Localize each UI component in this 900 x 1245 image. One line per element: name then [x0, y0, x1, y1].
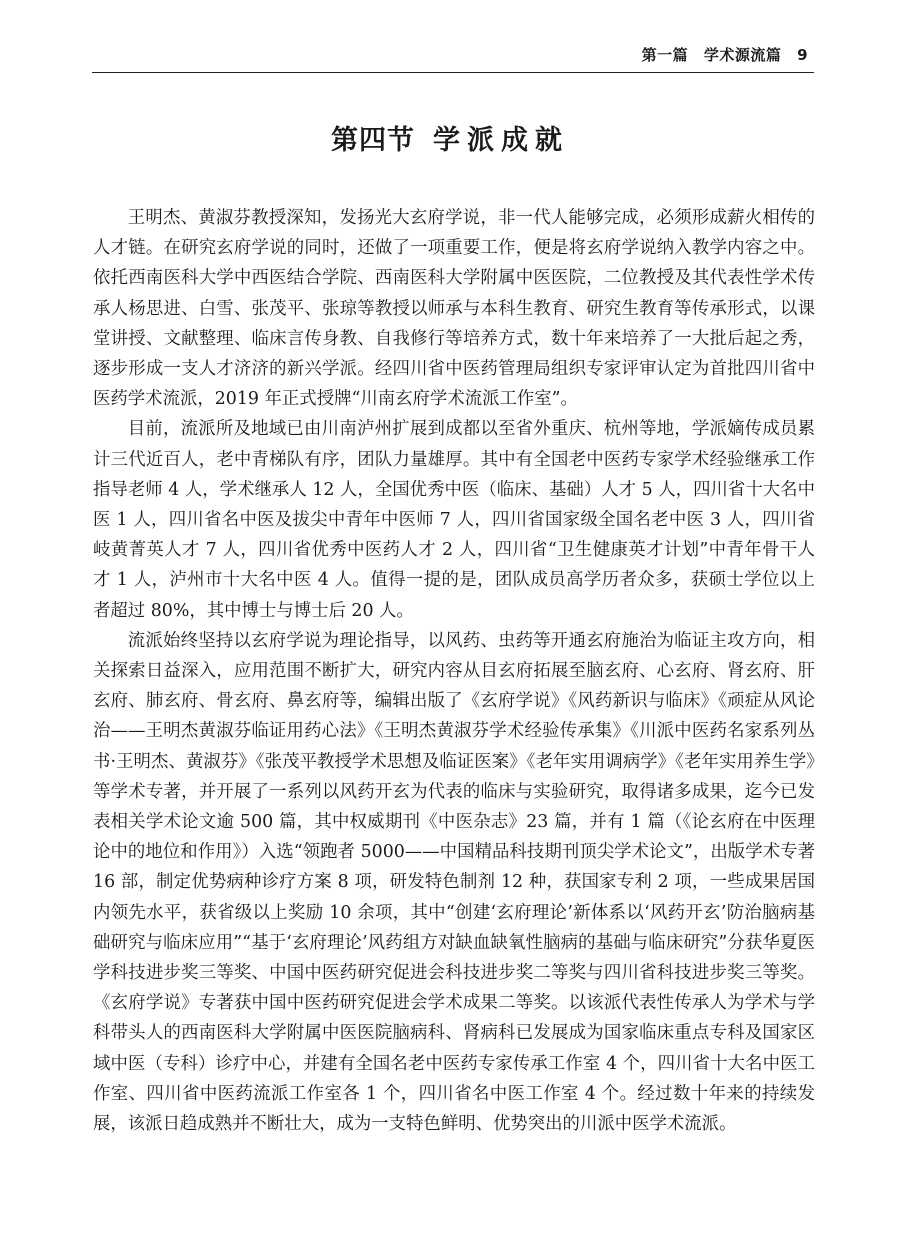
section-title	[92, 118, 808, 157]
header-part-label: 第一篇	[641, 46, 689, 64]
paragraph-1: 王明杰、黄淑芬教授深知，发扬光大玄府学说，非一代人能够完成，必须形成薪火相传的人才链。在研究玄府学说的同时，还做了一项重要工作，便是将玄府学说纳入教学内容之中。依托西南医科大学中西医结合学院、西南医科大学附属中医医院，二位教授及其代表性学术传承人杨思进、白雪、张茂平、张琼等教授以师承与本科生教育、研究生教育等传承形式，以课堂讲授、文献整理、临床言传身教、自我修行等培养方式，数十年来培养了一大批后起之秀，逐步形成一支人才济济的新兴学派。经四川省中医药管理局组织专家评审认定为首批四川省中医药学术流派，2019 年正式授牌“川南玄府学术流派工作室”。	[93, 208, 815, 410]
section-number: 第四节	[331, 125, 415, 156]
page-number: 9	[797, 46, 808, 64]
header-rule	[92, 72, 814, 73]
running-header	[642, 44, 808, 65]
body-text	[93, 203, 815, 1139]
header-chapter-label: 学术源流篇	[703, 46, 782, 64]
paragraph-2: 目前，流派所及地域已由川南泸州扩展到成都以至省外重庆、杭州等地，学派嫡传成员累计三代近百人，老中青梯队有序，团队力量雄厚。其中有全国老中医药专家学术经验继承工作指导老师 4 人，学术继承人 12 人，全国优秀中医（临床、基础）人才 5 人，四川省十大名中医 1 人，四川省名中医及拔尖中青年中医师 7 人，四川省国家级全国名老中医 3 人，四川省岐黄菁英人才 7 人，四川省优秀中医药人才 2 人，四川省“卫生健康英才计划”中青年骨干人才 1 人，泸州市十大名中医 4 人。值得一提的是，团队成员高学历者众多，获硕士学位以上者超过 80%，其中博士与博士后 20 人。	[93, 419, 815, 621]
paragraph-3: 流派始终坚持以玄府学说为理论指导，以风药、虫药等开通玄府施治为临证主攻方向，相关探索日益深入，应用范围不断扩大，研究内容从目玄府拓展至脑玄府、心玄府、肾玄府、肝玄府、肺玄府、骨玄府、鼻玄府等，编辑出版了《玄府学说》《风药新识与临床》《顽症从风论治——王明杰黄淑芬临证用药心法》《王明杰黄淑芬学术经验传承集》《川派中医药名家系列丛书·王明杰、黄淑芬》《张茂平教授学术思想及临证医案》《老年实用调病学》《老年实用养生学》等学术专著，并开展了一系列以风药开玄为代表的临床与实验研究，取得诸多成果，迄今已发表相关学术论文逾 500 篇，其中权威期刊《中医杂志》23 篇，并有 1 篇（《论玄府在中医理论中的地位和作用》）入选“领跑者 5000——中国精品科技期刊顶尖学术论文”，出版学术专著 16 部，制定优势病种诊疗方案 8 项，研发特色制剂 12 种，获国家专利 2 项，一些成果居国内领先水平，获省级以上奖励 10 余项，其中“创建‘玄府理论’新体系以‘风药开玄’防治脑病基础研究与临床应用”“基于‘玄府理论’风药组方对缺血缺氧性脑病的基础与临床研究”分获华夏医学科技进步奖三等奖、中国中医药研究促进会科技进步奖二等奖与四川省科技进步奖三等奖。《玄府学说》专著获中国中医药研究促进会学术成果二等奖。以该派代表性传承人为学术与学科带头人的西南医科大学附属中医医院脑病科、肾病科已发展成为国家临床重点专科及国家区域中医（专科）诊疗中心，并建有全国名老中医药专家传承工作室 4 个，四川省十大名中医工作室、四川省中医药流派工作室各 1 个，四川省名中医工作室 4 个。经过数十年来的持续发展，该派日趋成熟并不断壮大，成为一支特色鲜明、优势突出的川派中医学术流派。	[93, 630, 815, 1135]
section-name: 学派成就	[433, 125, 569, 156]
